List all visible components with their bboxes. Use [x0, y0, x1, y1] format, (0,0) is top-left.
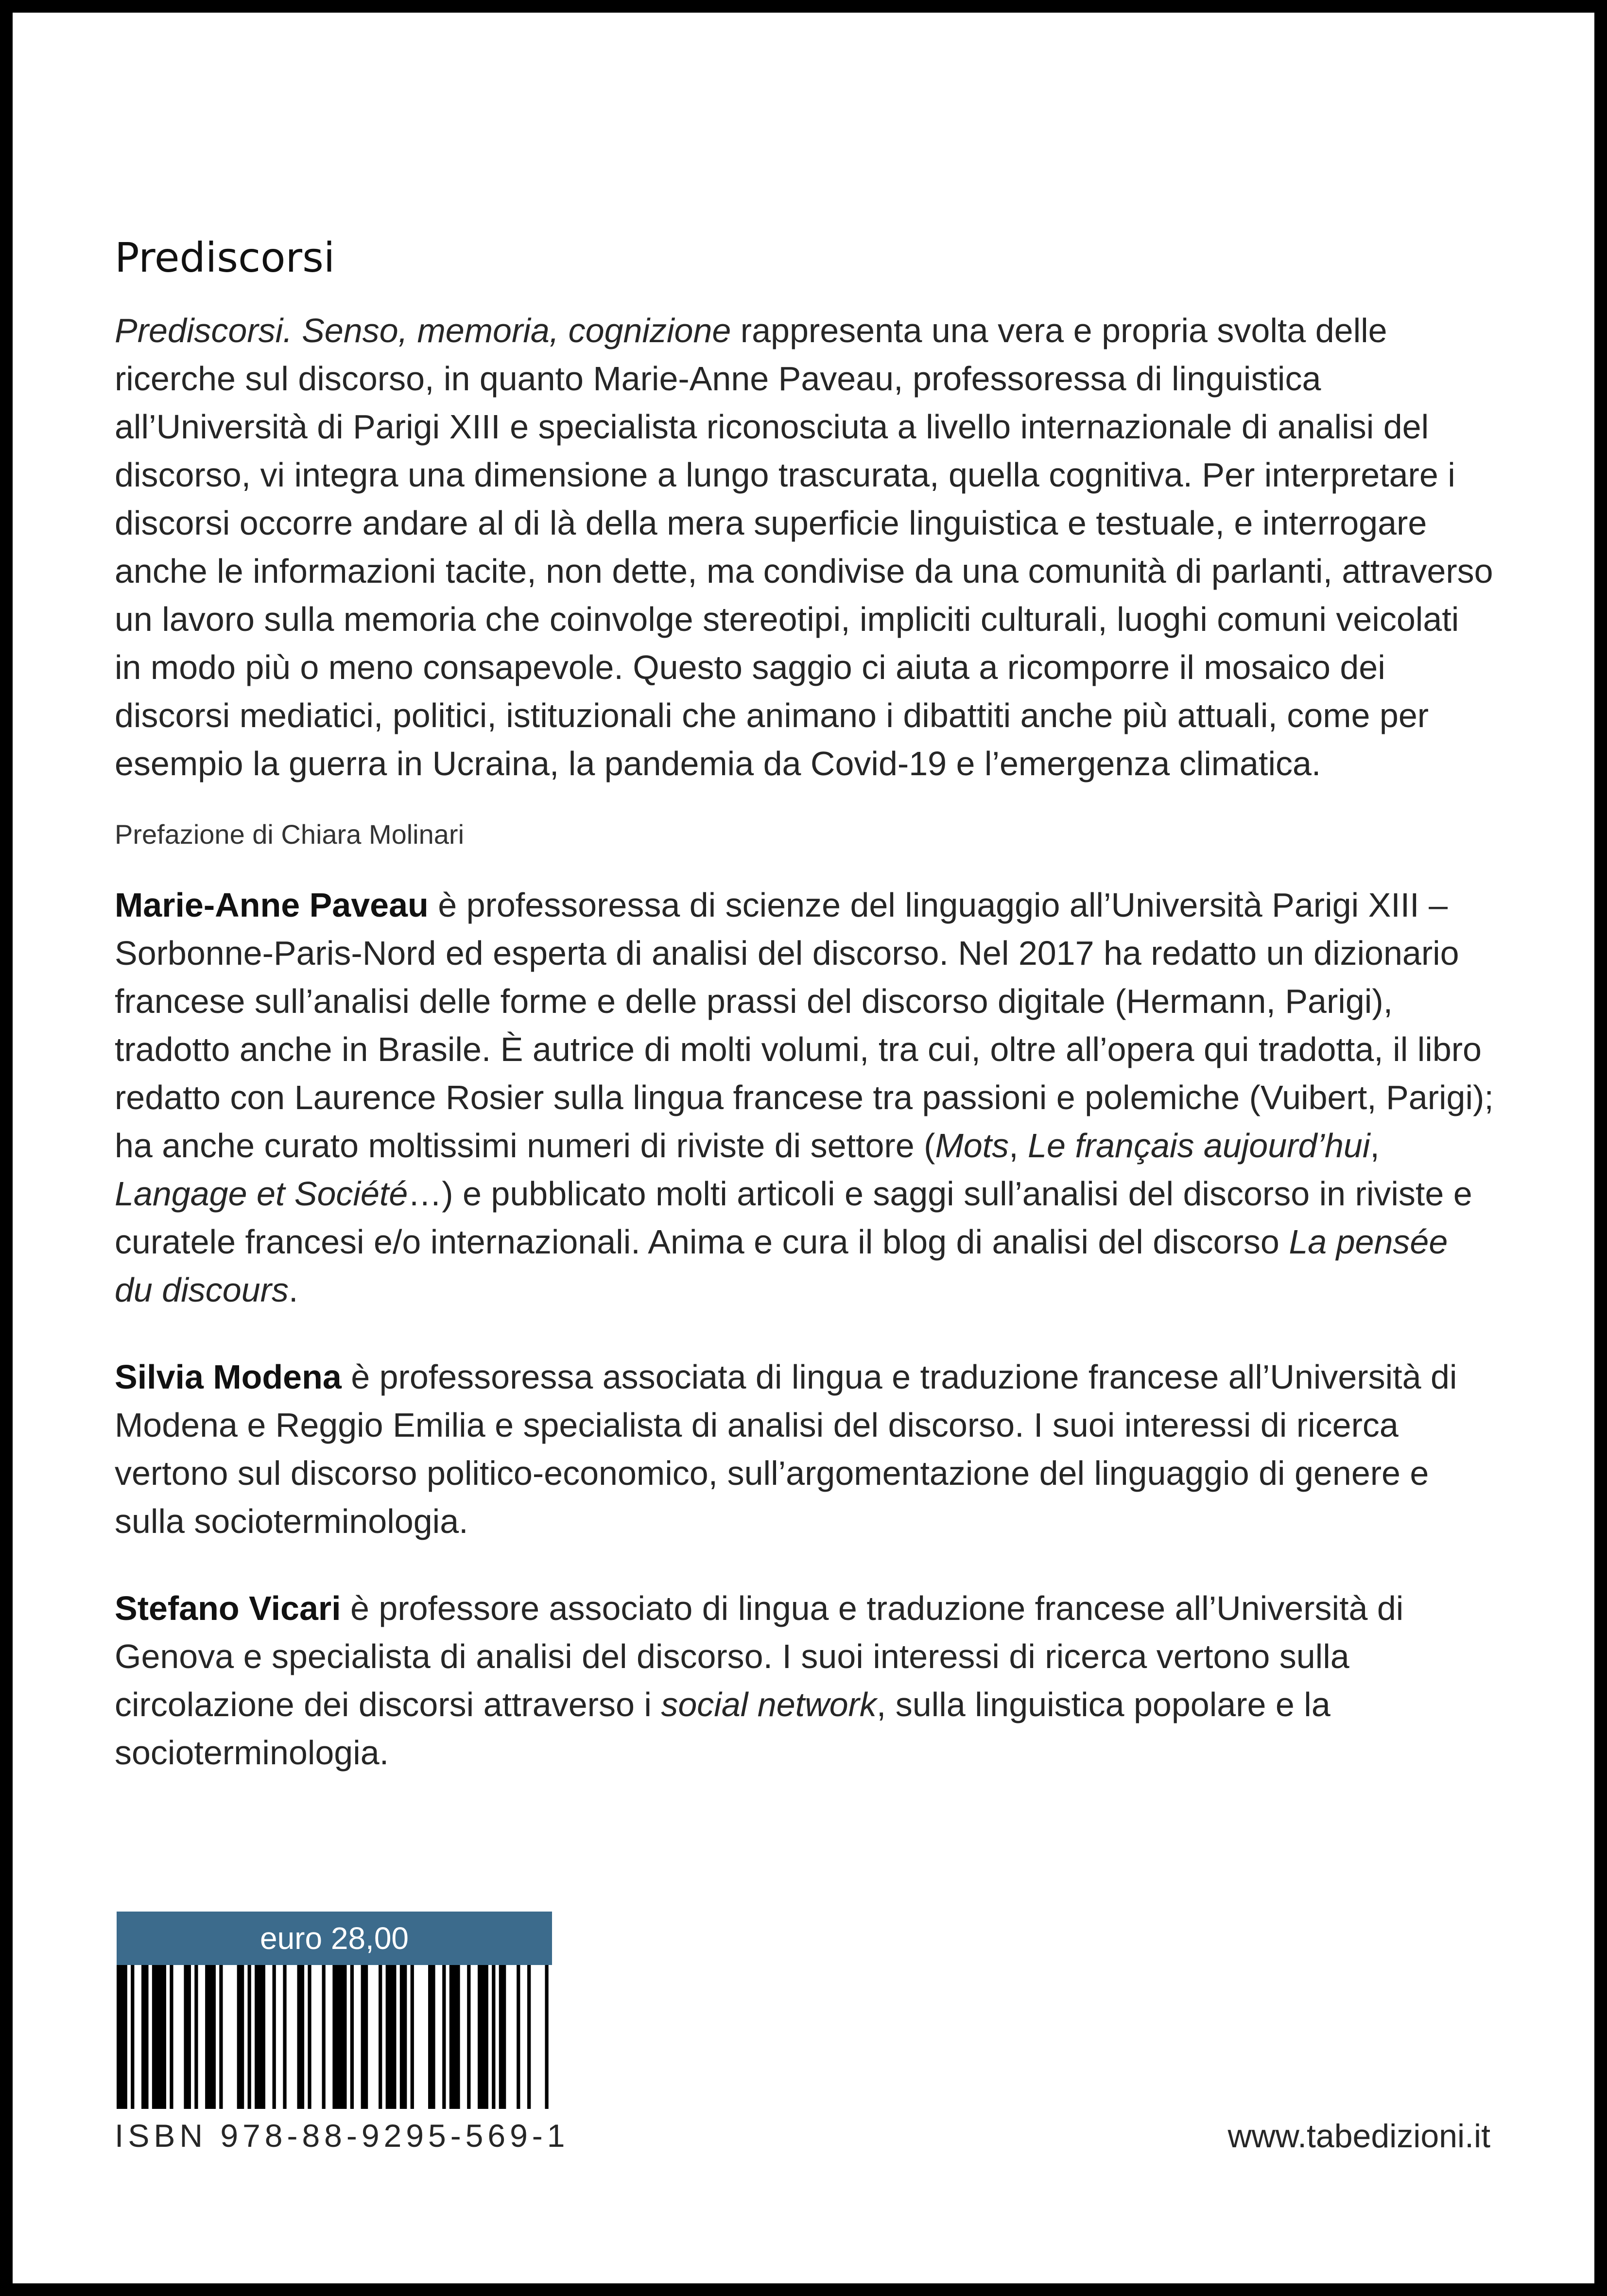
blurb-title-italic: Prediscorsi. Senso, memoria, cognizione: [115, 311, 731, 349]
bio-text: è professore associato di lingua e traduzione francese all’Università di Genova e specialista di analisi del discorso. I suoi interessi di ricerca vertono sulla circolazione dei discorsi attraverso i: [115, 1589, 1404, 1723]
translator-name: Silvia Modena: [115, 1357, 342, 1396]
barcode-bar: [141, 1965, 149, 2109]
bio-text: , sulla linguistica popolare e la socioterminologia.: [115, 1685, 1331, 1772]
journal-title: Le français aujourd’hui: [1028, 1126, 1370, 1165]
barcode-bar: [131, 1965, 134, 2109]
barcode-bar: [517, 1965, 520, 2109]
author-name: Marie-Anne Paveau: [115, 886, 429, 924]
barcode-bar: [194, 1965, 198, 2109]
barcode-bar: [283, 1965, 286, 2109]
bio-text: è professoressa di scienze del linguaggio all’Università Parigi XIII – Sorbonne-Paris-Nord ed esperta di analisi del discorso. Nel 2017 ha redatto un dizionario francese sull’analisi delle forme e delle prassi del discorso digitale (Hermann, Parigi), tradotto anche in Brasile. È autrice di molti volumi, tra cui, oltre all’opera qui tradotta, il libro redatto con Laurence Rosier sulla lingua francese tra passioni e polemiche (Vuibert, Parigi); ha anche curato moltissimi numeri di riviste di settore (: [115, 886, 1494, 1165]
translator-name: Stefano Vicari: [115, 1589, 341, 1627]
barcode-bar: [467, 1965, 470, 2109]
barcode-bar: [184, 1965, 191, 2109]
bio-text: è professoressa associata di lingua e traduzione francese all’Università di Modena e Reggio Emilia e specialista di analisi del discorso. I suoi interessi di ricerca vertono sul discorso politico-economico, sull’argomentazione del linguaggio di genere e sulla socioterminologia.: [115, 1357, 1457, 1540]
barcode-bar: [411, 1965, 414, 2109]
bio-text: ,: [1370, 1126, 1380, 1165]
barcode-bar: [428, 1965, 435, 2109]
barcode-bar: [117, 1965, 127, 2109]
barcode: [117, 1965, 552, 2109]
blurb-text: rappresenta una vera e propria svolta delle ricerche sul discorso, in quanto Marie-Anne Paveau, professoressa di linguistica all’Università di Parigi XIII e specialista riconosciuta a livello internazionale di analisi del discorso, vi integra una dimensione a lungo trascurata, quella cognitiva. Per interpretare i discorsi occorre andare al di là della mera superficie linguistica e testuale, e interrogare anche le informazioni tacite, non dette, ma condivise da una comunità di parlanti, attraverso un lavoro sulla memoria che coinvolge stereotipi, impliciti culturali, luoghi comuni veicolati in modo più o meno consapevole. Questo saggio ci aiuta a ricomporre il mosaico dei discorsi mediatici, politici, istituzionali che animano i dibattiti anche più attuali, come per esempio la guerra in Ucraina, la pandemia da Covid-19 e l’emergenza climatica.: [115, 311, 1493, 783]
barcode-bar: [332, 1965, 346, 2109]
barcode-bar: [350, 1965, 354, 2109]
barcode-bar: [255, 1965, 265, 2109]
bio-vicari: [115, 1584, 1495, 1777]
publisher-website: www.tabedizioni.it: [1227, 2118, 1490, 2155]
isbn-number: ISBN 978-88-9295-569-1: [115, 2118, 570, 2154]
blurb-paragraph: [115, 307, 1495, 788]
barcode-bar: [379, 1965, 382, 2109]
barcode-bar: [170, 1965, 173, 2109]
barcode-bar: [400, 1965, 407, 2109]
barcode-bar: [297, 1965, 305, 2109]
barcode-bar: [527, 1965, 531, 2109]
barcode-bar: [449, 1965, 460, 2109]
price-label: euro 28,00: [259, 1921, 409, 1956]
bio-paveau: [115, 881, 1495, 1314]
bio-modena: [115, 1353, 1495, 1546]
bio-text: …) e pubblicato molti articoli e saggi sull’analisi del discorso in riviste e curatele francesi e/o internazionali. Anima e cura il blog di analisi del discorso: [115, 1174, 1472, 1261]
barcode-bar: [219, 1965, 223, 2109]
social-network-italic: social network: [661, 1685, 877, 1723]
barcode-bar: [478, 1965, 488, 2109]
barcode-bar: [545, 1965, 548, 2109]
barcode-bar: [237, 1965, 244, 2109]
barcode-bar: [361, 1965, 368, 2109]
back-cover-text: [115, 233, 1495, 1816]
barcode-bar: [152, 1965, 166, 2109]
barcode-bar: [499, 1965, 506, 2109]
journal-title: Mots: [935, 1126, 1009, 1165]
barcode-bar: [205, 1965, 216, 2109]
bio-text: .: [288, 1270, 298, 1309]
price-band: [117, 1912, 552, 1965]
blog-title: La pensée du discours: [115, 1222, 1448, 1309]
barcode-bar: [308, 1965, 311, 2109]
bio-text: ,: [1009, 1126, 1028, 1165]
journal-title: Langage et Société: [115, 1174, 408, 1213]
barcode-bar: [248, 1965, 251, 2109]
barcode-bar: [322, 1965, 326, 2109]
barcode-bar: [492, 1965, 495, 2109]
barcode-bar: [386, 1965, 397, 2109]
preface-credit: Prefazione di Chiara Molinari: [115, 818, 465, 850]
barcode-bar: [442, 1965, 446, 2109]
barcode-bar: [273, 1965, 276, 2109]
book-title: Prediscorsi: [115, 234, 335, 281]
